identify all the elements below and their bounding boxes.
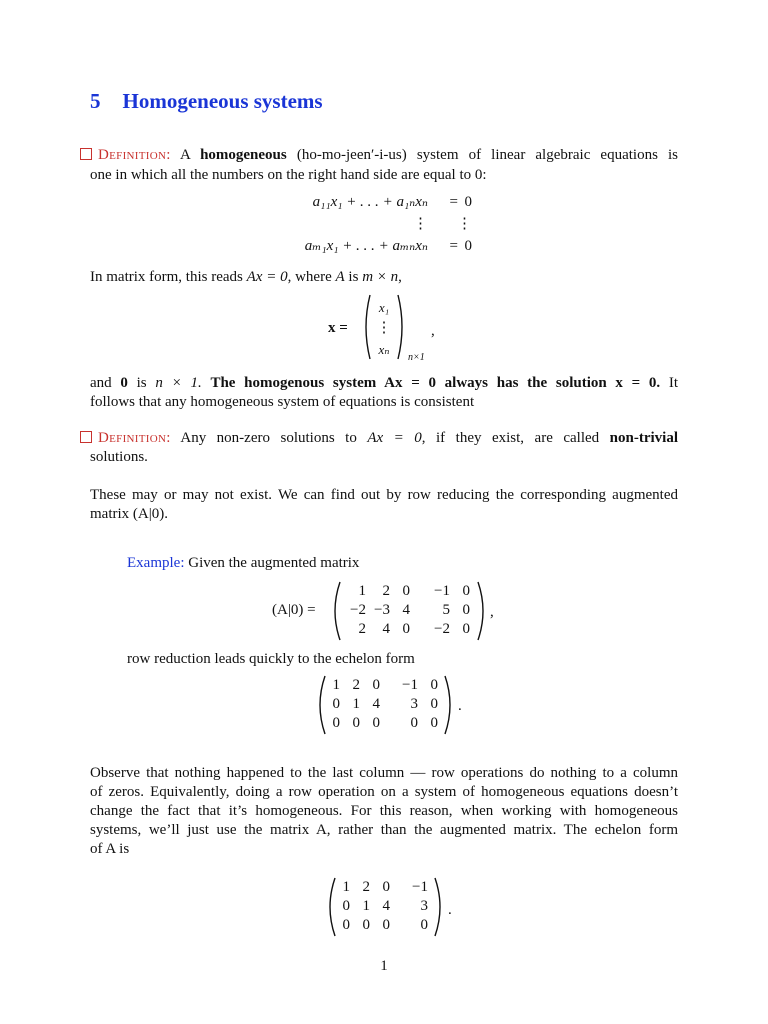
definition-box-icon	[80, 148, 92, 160]
matrix-cell: 0	[352, 715, 360, 731]
final-matrix-display	[324, 876, 454, 938]
ech-right-paren	[444, 675, 456, 735]
matrix-cell: 0	[382, 917, 390, 933]
final-left-paren	[324, 877, 336, 937]
zero-line-zero: 0	[120, 375, 128, 391]
system-row3-lhs: aₘ₁x₁ + . . . + aₘₙxₙ	[304, 238, 428, 254]
matrix-cell: −2	[350, 602, 366, 618]
matrix-cell: 0	[342, 917, 350, 933]
matrix-cell: 0	[402, 621, 410, 637]
para3-line1-text: These may or may not exist. We can find out by row reducing the corresponding augmented	[90, 487, 678, 503]
example-after: row reduction leads quickly to the echelon form	[127, 651, 415, 667]
matrix-cell: 0	[420, 917, 428, 933]
matrix-cell: 1	[332, 677, 340, 693]
matrix-cell: 2	[358, 621, 366, 637]
matrix-form-dims: m × n	[362, 269, 399, 285]
matrix-cell: 1	[362, 898, 370, 914]
x-entry-2: ⋮	[376, 320, 392, 336]
system-vdots-lhs: ⋮	[413, 216, 428, 232]
x-left-paren	[361, 294, 371, 360]
echelon-matrix	[326, 676, 444, 734]
definition-label: Definition:	[98, 147, 171, 163]
para4	[90, 764, 678, 859]
zero-line-pre: and	[90, 375, 112, 391]
page-number: 1	[380, 958, 388, 974]
def2-term: non-trivial	[609, 430, 679, 446]
zero-line-is: is	[136, 375, 147, 391]
matrix-cell: 0	[430, 715, 438, 731]
matrix-cell: 0	[462, 602, 470, 618]
matrix-form-line: In matrix form, this reads Ax = 0, where A is m × n,	[90, 269, 402, 285]
augmented-matrix-comma: ,	[490, 604, 494, 620]
matrix-cell: 3	[410, 696, 418, 712]
matrix-cell: −2	[434, 621, 450, 637]
matrix-cell: −1	[412, 879, 428, 895]
para3-line2: matrix (A|0).	[90, 506, 168, 522]
x-vector-dims: n×1	[408, 352, 425, 363]
augmented-matrix-lhs: (A|0) =	[272, 602, 316, 618]
section-heading	[90, 88, 323, 114]
matrix-cell: 4	[382, 898, 390, 914]
definition-1	[80, 146, 678, 165]
section-number: 5	[90, 89, 101, 113]
zero-line-post: It	[668, 375, 679, 391]
echelon-matrix-display	[314, 674, 464, 736]
example-text: Given the augmented matrix	[188, 555, 360, 571]
aug-right-paren	[477, 581, 489, 641]
matrix-cell: 1	[352, 696, 360, 712]
augmented-matrix	[340, 582, 476, 640]
x-entry-3: xₙ	[378, 342, 390, 357]
def1-line2: one in which all the numbers on the right hand side are equal to 0:	[90, 167, 487, 183]
matrix-cell: 0	[332, 696, 340, 712]
matrix-cell: 2	[382, 583, 390, 599]
matrix-cell: 2	[352, 677, 360, 693]
matrix-cell: −3	[374, 602, 390, 618]
para4-line: change the fact that it’s homogeneous. For this reason, when working with homogeneous	[90, 803, 678, 819]
def1-pre: A	[179, 147, 190, 163]
matrix-cell: 0	[362, 917, 370, 933]
definition-label: Definition:	[98, 430, 171, 446]
zero-line-dims: n × 1.	[155, 375, 202, 391]
system-vdots-rhs: ⋮	[457, 216, 472, 232]
def2-equation: Ax = 0	[367, 430, 422, 446]
matrix-form-text-b: , where	[287, 269, 332, 285]
x-right-paren	[397, 294, 407, 360]
para4-last-line: of A is	[90, 841, 130, 857]
para4-line: of zeros. Equivalently, doing a row operation on a system of homogeneous equations doesn’t	[90, 784, 678, 800]
matrix-cell: 5	[442, 602, 450, 618]
matrix-cell: 0	[332, 715, 340, 731]
final-right-paren	[434, 877, 446, 937]
matrix-cell: 1	[342, 879, 350, 895]
system-row1-rhs: 0	[464, 194, 472, 210]
matrix-cell: 2	[362, 879, 370, 895]
matrix-cell: 0	[430, 696, 438, 712]
matrix-cell: 3	[420, 898, 428, 914]
matrix-cell: 0	[342, 898, 350, 914]
def2-pre: Any non-zero solutions to	[180, 430, 357, 446]
example-intro	[127, 554, 359, 573]
def1-line1: (ho-mo-jeen′-i-us) system of linear algebraic equations is	[296, 147, 679, 163]
def2-mid: , if they exist, are called	[421, 430, 600, 446]
system-row3-eq: =	[449, 238, 458, 254]
x-entry-1: x₁	[378, 300, 390, 315]
matrix-cell: 0	[372, 677, 380, 693]
x-vector-label: x =	[328, 320, 348, 336]
x-vector-comma: ,	[431, 323, 435, 339]
final-matrix	[336, 878, 434, 936]
x-vector-display	[328, 292, 468, 364]
example-label: Example:	[127, 555, 185, 571]
para3-line1	[90, 486, 678, 505]
final-matrix-period: .	[448, 902, 452, 918]
zero-line-bold: The homogenous system Ax = 0 always has the solution x = 0.	[210, 375, 661, 391]
matrix-form-text-c: is	[348, 269, 359, 285]
system-row1-eq: =	[449, 194, 458, 210]
system-row3-rhs: 0	[464, 238, 472, 254]
matrix-cell: 0	[462, 583, 470, 599]
matrix-cell: 0	[382, 879, 390, 895]
matrix-form-A: A	[335, 269, 345, 285]
zero-line-2: follows that any homogeneous system of equations is consistent	[90, 394, 475, 410]
matrix-cell: 0	[462, 621, 470, 637]
matrix-cell: 0	[372, 715, 380, 731]
augmented-matrix-display	[272, 580, 502, 642]
ech-left-paren	[314, 675, 326, 735]
matrix-cell: 0	[402, 583, 410, 599]
matrix-cell: 4	[372, 696, 380, 712]
def2-line2: solutions.	[90, 449, 148, 465]
matrix-cell: 0	[430, 677, 438, 693]
matrix-cell: −1	[402, 677, 418, 693]
definition-box-icon	[80, 431, 92, 443]
matrix-cell: 4	[402, 602, 410, 618]
definition-2	[80, 429, 678, 448]
zero-line-1	[90, 374, 678, 393]
para4-line: systems, we’ll just use the matrix A, rather than the augmented matrix. The echelon form	[90, 822, 678, 838]
matrix-form-text-a: In matrix form, this reads	[90, 269, 243, 285]
matrix-form-equation: Ax = 0	[246, 269, 288, 285]
equation-system	[300, 193, 480, 257]
matrix-cell: 0	[410, 715, 418, 731]
matrix-cell: 4	[382, 621, 390, 637]
def1-term: homogeneous	[200, 147, 287, 163]
echelon-matrix-period: .	[458, 698, 462, 714]
para4-line: Observe that nothing happened to the last column — row operations do nothing to a column	[90, 765, 678, 781]
section-title: Homogeneous systems	[122, 89, 323, 113]
system-row1-lhs: a₁₁x₁ + . . . + a₁ₙxₙ	[312, 194, 428, 210]
matrix-cell: 1	[358, 583, 366, 599]
matrix-cell: −1	[434, 583, 450, 599]
